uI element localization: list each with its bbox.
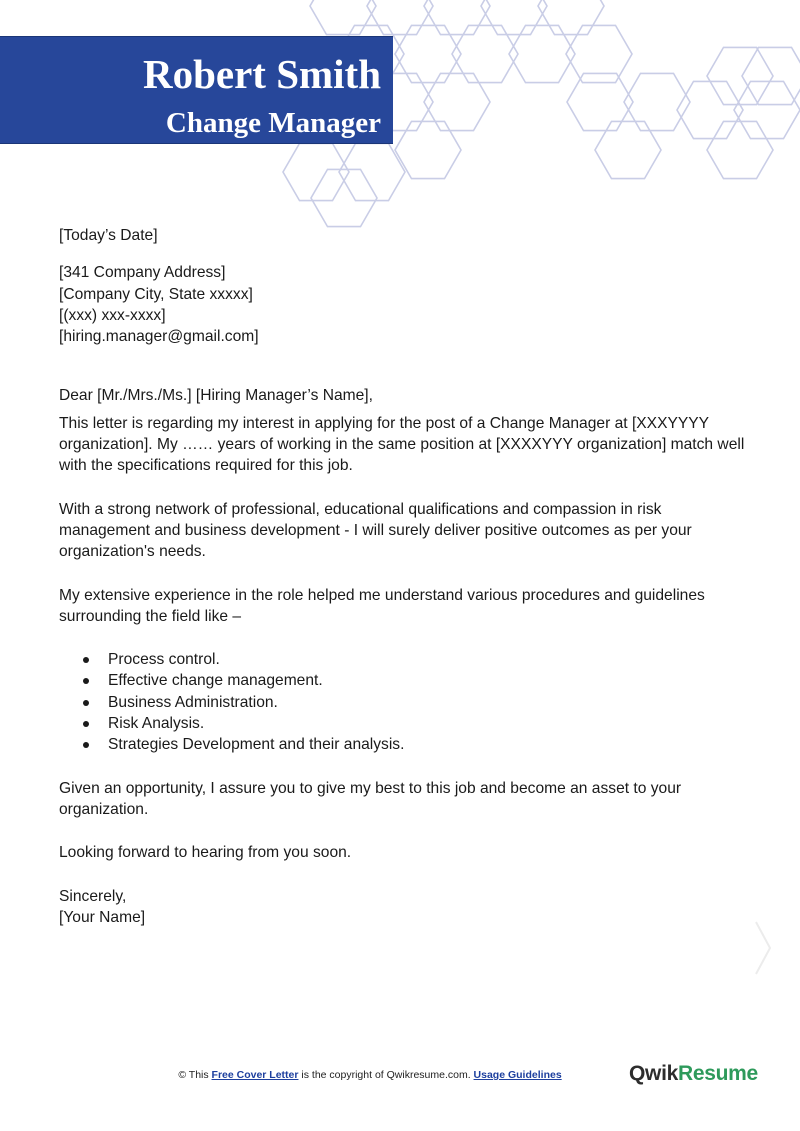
footer-prefix: © This: [178, 1069, 212, 1081]
list-item: Strategies Development and their analysis.: [108, 734, 749, 755]
list-item: Business Administration.: [108, 692, 749, 713]
hexagon-shape: [367, 0, 433, 35]
letter-body: [59, 225, 749, 928]
hexagon-shape: [424, 0, 490, 35]
paragraph-network: With a strong network of professional, educational qualifications and compassion in risk management and business development - I will surely deliver positive outcomes as per your organization's needs.: [59, 500, 692, 561]
letter-date: [Today’s Date]: [59, 227, 158, 244]
address-line: [Company City, State xxxxx]: [59, 285, 253, 303]
logo-part-qwik: Qwik: [629, 1062, 678, 1085]
list-item: Risk Analysis.: [108, 713, 749, 734]
address-line: [341 Company Address]: [59, 264, 226, 282]
hexagon-shape: [707, 121, 773, 178]
name-banner: [0, 36, 393, 144]
signature: [Your Name]: [59, 908, 146, 926]
paragraph-closing: Looking forward to hearing from you soon.: [59, 844, 352, 862]
candidate-name: Robert Smith: [142, 51, 381, 97]
closing: Sincerely,: [59, 887, 127, 905]
list-item: Process control.: [108, 649, 749, 670]
list-item: Effective change management.: [108, 670, 749, 691]
paragraph-experience: My extensive experience in the role helped me understand various procedures and guidelines surrounding the field like –: [59, 586, 705, 625]
recipient-address: [59, 262, 749, 347]
hexagon-shape: [538, 0, 604, 35]
chevron-right-icon: [752, 918, 774, 978]
usage-guidelines-link[interactable]: Usage Guidelines: [473, 1069, 562, 1081]
hexagon-shape: [707, 47, 773, 104]
job-title: Change Manager: [165, 107, 381, 139]
salutation: Dear [Mr./Mrs./Ms.] [Hiring Manager’s Name],: [59, 387, 373, 405]
free-cover-letter-link[interactable]: Free Cover Letter: [211, 1069, 299, 1081]
footer-middle: is the copyright of Qwikresume.com.: [298, 1069, 474, 1081]
hexagon-shape: [311, 169, 377, 226]
paragraph-intro: This letter is regarding my interest in applying for the post of a Change Manager at [XXXYYYY organization]. My …… years of working in the same position at [XXXXYYY organization] match well with the specifications required for this job.: [59, 414, 745, 475]
qwikresume-logo[interactable]: [629, 1062, 758, 1086]
paragraph-opportunity: Given an opportunity, I assure you to give my best to this job and become an asset to your organization.: [59, 779, 682, 818]
hexagon-shape: [310, 0, 376, 35]
hexagon-shape: [481, 0, 547, 35]
logo-part-resume: Resume: [677, 1062, 758, 1085]
skills-list: [59, 649, 749, 755]
address-line: [hiring.manager@gmail.com]: [59, 328, 259, 346]
address-line: [(xxx) xxx-xxxx]: [59, 306, 166, 324]
